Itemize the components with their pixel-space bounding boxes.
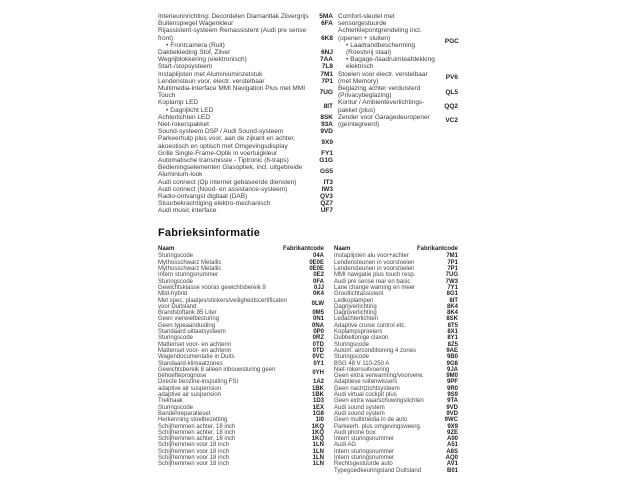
equipment-item-text — [338, 114, 438, 128]
equipment-sub-item — [338, 42, 435, 56]
equipment-item-code: QZ7 — [320, 200, 333, 208]
factory-item-name: MMI navigatie plus touch resp. — [334, 272, 416, 279]
equipment-item-text — [338, 71, 438, 85]
equipment-item-code: 6FA — [321, 20, 333, 28]
equipment-item — [158, 193, 333, 200]
factory-item-code: 7UG — [445, 272, 458, 279]
equipment-item — [338, 114, 458, 128]
equipment-item-code: 7UG — [319, 88, 333, 96]
equipment-item — [158, 207, 333, 214]
factory-item-code: 0M5 — [312, 310, 324, 317]
factory-item-name: Dagrijverlichting — [334, 303, 377, 310]
equipment-column-right — [338, 13, 458, 215]
equipment-sub-item-label: Frontcamera (Ruit) — [170, 41, 225, 49]
equipment-item-text — [158, 207, 313, 214]
factory-item-name: Sturingscode — [158, 404, 194, 411]
factory-item-name: Grootlichtassistent — [334, 291, 384, 298]
factory-item-code: 7P1 — [447, 259, 458, 266]
factory-item-code: 8G1 — [446, 291, 458, 298]
equipment-item-text — [158, 99, 313, 113]
equipment-item — [158, 128, 333, 135]
factory-item-name: Brandstoftank 85 Liter — [158, 310, 217, 317]
factory-item-code: 8K4 — [446, 310, 458, 317]
equipment-item-name: Radio-ontvangst digitaal (DAB) — [158, 193, 248, 201]
equipment-item — [158, 121, 333, 128]
factory-item-name: Mythosschwarz Metallic — [158, 259, 222, 266]
factory-item-code: 7W3 — [445, 278, 458, 285]
factory-item-code: 1LN — [312, 448, 324, 455]
equipment-item-text — [158, 114, 313, 121]
factory-item-code: 9B0 — [446, 354, 458, 361]
factory-item-code: AQ0 — [445, 454, 458, 461]
equipment-item-name: Zender voor Garagedeuropener (geïntegreerd) — [338, 113, 430, 129]
equipment-item-name: Wegrijblokkering (elektronisch) — [158, 56, 247, 64]
equipment-item-name: Koplamp LED — [158, 99, 199, 107]
equipment-item — [158, 71, 333, 78]
factory-item-name: Geen multimedia in de auto — [334, 417, 408, 424]
equipment-sub-item — [338, 56, 435, 70]
equipment-item-text — [158, 150, 313, 157]
factory-item-code: A00 — [446, 436, 458, 443]
factory-item-code: 0FA — [312, 278, 324, 285]
factory-item-code: 0TD — [312, 341, 324, 348]
equipment-item — [158, 150, 333, 157]
factory-item-name: Herkenning stoelbezetting — [158, 417, 228, 424]
equipment-item-name: Instaplijsten met Aluminiuminzetstuk — [158, 70, 263, 78]
factory-item-code: 0JJ — [313, 284, 324, 291]
equipment-item-text — [158, 56, 313, 63]
equipment-sub-item-label: Dagrijlicht LED — [170, 106, 214, 114]
factory-section — [158, 246, 458, 474]
equipment-item-name: Audi connect (Op internet gebaseerde diensten) — [158, 178, 297, 186]
equipment-item-text — [158, 63, 313, 70]
equipment-item-name: Stuurbekrachtiging elektro-mechanisch — [158, 200, 271, 208]
factory-item-code: 0VC — [312, 354, 324, 361]
equipment-item-code: 9X9 — [321, 139, 333, 147]
factory-item-name: adaptive air suspension — [158, 392, 222, 399]
factory-item-name: Geen extra waarschuwingslichten — [334, 398, 424, 405]
factory-item-code: 8Z5 — [447, 341, 458, 348]
factory-item-name: Dubbeltonige claxon — [334, 335, 389, 342]
factory-header-row — [334, 246, 458, 252]
factory-item-name: Gewichtsklasse vooras gewichtsbereik 9 — [158, 284, 266, 291]
equipment-item-text — [158, 186, 313, 193]
factory-item-name: Geen extra verwarming/voorverw. — [334, 373, 424, 380]
equipment-item-name: Achterlichten LED — [158, 113, 211, 121]
equipment-item-text — [158, 193, 313, 200]
factory-item-code: 1KQ — [311, 423, 324, 430]
equipment-column-left — [158, 13, 333, 215]
factory-item-name: Parkeerh. plus omgevingsweerg. — [334, 423, 422, 430]
factory-item-name: Schijfremmen voor 18 inch — [158, 454, 230, 461]
bullet-icon: • — [166, 41, 169, 49]
factory-item-name: Intern sturingsnummer — [334, 448, 395, 455]
equipment-sub-item — [158, 107, 309, 114]
equipment-item-name: Stoelen voor electr. verstelbaar (met Memory) — [338, 70, 428, 85]
equipment-section — [158, 13, 458, 215]
equipment-item-text — [158, 121, 313, 128]
equipment-item-code: 7L8 — [321, 63, 333, 71]
factory-item-name: Intern sturingsnummer — [334, 436, 395, 443]
equipment-sub-item-label: Laadrandbescherming (Roestvrij staal) — [346, 41, 415, 57]
factory-item-code: 9TA — [447, 398, 458, 405]
equipment-item-name: Start-/stopsysteem — [158, 63, 213, 71]
factory-item-name: Audi sound system — [334, 410, 385, 417]
factory-item-code: 9R0 — [446, 385, 458, 392]
equipment-item — [158, 63, 333, 70]
factory-item-code: 1EX — [312, 404, 324, 411]
factory-item-name: Geen nachtzichtsysteem — [334, 385, 400, 392]
equipment-item — [158, 99, 333, 113]
factory-item-name: Schijfremmen voor 18 inch — [158, 448, 230, 455]
factory-item-code: 1A2 — [312, 379, 324, 386]
factory-item-code: 9AE — [446, 347, 458, 354]
factory-item-name: Sturingscode — [158, 278, 194, 285]
equipment-item — [158, 179, 333, 186]
equipment-item-code: QV3 — [319, 193, 333, 201]
factory-item-code: A51 — [446, 442, 458, 449]
factory-item-code: 7M1 — [446, 253, 458, 260]
factory-item-name: Dagrijverlichting — [334, 310, 377, 317]
factory-item-code: 7P1 — [447, 266, 458, 273]
equipment-item-text — [158, 128, 313, 135]
equipment-item-text — [158, 71, 313, 78]
factory-item-code: 8K4 — [446, 303, 458, 310]
bullet-icon: • — [166, 106, 169, 114]
factory-item-name: Sturingscode — [334, 341, 370, 348]
factory-item-name: Schijfremmen voor 18 inch — [158, 442, 230, 449]
factory-item-name: Rechtsgestuurde auto — [334, 461, 393, 468]
equipment-item-code: IW3 — [321, 185, 333, 193]
factory-item-code: 9VD — [446, 410, 458, 417]
factory-item-name: Adaptieve ruitenwissers — [334, 379, 398, 386]
equipment-item — [158, 85, 333, 99]
equipment-item-text — [158, 13, 313, 20]
equipment-item-text — [158, 78, 313, 85]
factory-row — [334, 468, 458, 474]
equipment-item — [158, 135, 333, 149]
factory-item-code: 9S9 — [447, 392, 458, 399]
factory-item-code: 0N1 — [312, 316, 324, 323]
factory-item-code: 8SK — [446, 316, 458, 323]
factory-item-name: Schijfremmen achter, 18 inch — [158, 436, 236, 443]
equipment-item-name: Rijassistent-systeem Remassistent (Audi pre sense front) — [158, 27, 307, 42]
factory-header-row — [158, 246, 324, 252]
factory-column-left — [158, 246, 324, 474]
equipment-item-text — [158, 179, 313, 186]
equipment-item-name: Automatische transmissie - Tiptronic (8-traps) — [158, 157, 289, 165]
factory-column-right — [334, 246, 458, 474]
factory-item-name: Trekhaak — [158, 398, 183, 405]
equipment-item-code: 7M1 — [320, 70, 333, 78]
factory-item-code: 1I0 — [315, 417, 324, 424]
factory-item-code: 1LN — [312, 442, 324, 449]
factory-item-name: Audi virtual cockpit plus — [334, 392, 397, 399]
bullet-icon: • — [346, 56, 349, 64]
factory-item-code: 7Y1 — [447, 284, 458, 291]
equipment-item — [158, 49, 333, 56]
factory-item-name: Geen vierwielbesturing — [158, 316, 220, 323]
factory-item-code: A8S — [446, 448, 458, 455]
factory-item-code: 8T5 — [447, 322, 458, 329]
factory-item-name: Typegoedkeuringsland Duitsland — [334, 467, 422, 474]
factory-row — [158, 367, 324, 380]
factory-row — [158, 461, 324, 467]
factory-item-code: 9G8 — [446, 360, 458, 367]
factory-item-code: 0P0 — [313, 329, 324, 336]
bullet-icon: • — [346, 41, 349, 49]
equipment-item-name: Grille Single-Frame-Optik in voertuigkleur — [158, 149, 278, 157]
equipment-item-code: PGC — [444, 38, 459, 46]
factory-item-name: Ledkoplampen — [334, 297, 374, 304]
equipment-item-name: Dakbekleding Stof, Zilver — [158, 49, 231, 57]
equipment-item-text — [158, 49, 313, 56]
factory-item-code: B01 — [446, 467, 458, 474]
factory-item-name: adaptive air suspension — [158, 385, 222, 392]
equipment-item-name: Lendensteun voor, electr. verstelbaar — [158, 77, 265, 85]
factory-item-code: 0E2 — [313, 272, 324, 279]
factory-item-code: 0RZ — [312, 335, 324, 342]
equipment-sub-item-label: Bagage-/laadruimteafdekking elektrisch — [346, 56, 435, 71]
equipment-item — [158, 114, 333, 121]
factory-item-name: Lendensteunen in voorstoelen — [334, 266, 415, 273]
equipment-item-code: 7P1 — [321, 77, 333, 85]
factory-item-code: 1D3 — [312, 398, 324, 405]
factory-item-name: Geen typeaanduiding — [158, 322, 216, 329]
equipment-item-text — [158, 85, 313, 99]
factory-item-name: Sturingscode — [334, 354, 370, 361]
factory-item-code: AV1 — [446, 461, 458, 468]
factory-item-code: 1LN — [312, 461, 324, 468]
equipment-item-text — [338, 85, 438, 99]
equipment-item — [158, 186, 333, 193]
equipment-item-code: 7AA — [319, 56, 333, 64]
equipment-item-text — [338, 99, 438, 113]
factory-item-code: 1BK — [311, 385, 324, 392]
factory-item-name: Niet-rokersuitvoering — [334, 366, 390, 373]
factory-item-code: 0LW — [311, 300, 324, 307]
equipment-item — [158, 56, 333, 63]
equipment-item — [338, 13, 458, 71]
equipment-item-code: 9VD — [320, 128, 333, 136]
factory-item-name: Adaptive cruise control etc. — [334, 322, 407, 329]
factory-item-name: Wagendocumentatie in Duits — [158, 354, 235, 361]
equipment-item-text — [158, 20, 313, 27]
equipment-item — [338, 85, 458, 99]
equipment-item-text — [158, 200, 313, 207]
factory-name-header: Naam — [158, 245, 175, 252]
equipment-item-code: PV6 — [445, 74, 458, 82]
equipment-item-code: 8SK — [320, 113, 333, 121]
factory-item-name: Sturingscode — [158, 253, 194, 260]
equipment-item — [158, 13, 333, 20]
factory-item-code: 1LN — [312, 454, 324, 461]
equipment-item-code: 6K8 — [321, 34, 333, 42]
factory-item-code: 9M0 — [446, 373, 458, 380]
equipment-item-code: FY1 — [321, 149, 333, 157]
factory-item-name: Sturingscode — [158, 335, 194, 342]
document-content — [158, 13, 458, 474]
equipment-item-code: IT3 — [323, 178, 333, 186]
factory-item-name: Mythosschwarz Metallic — [158, 266, 222, 273]
factory-item-name: Koplampsproeiers — [334, 329, 383, 336]
factory-item-code: 0YH — [312, 369, 324, 376]
factory-code-header: Fabrikantcode — [282, 245, 324, 252]
factory-item-code: 9JA — [446, 366, 458, 373]
factory-item-name: Schijfremmen achter, 18 inch — [158, 423, 236, 430]
factory-name-header: Naam — [334, 245, 351, 252]
factory-item-name: Audi sound system — [334, 404, 385, 411]
factory-item-code: 8X1 — [447, 329, 458, 336]
equipment-item-code: 8IT — [323, 103, 333, 111]
factory-item-name: Lendensteunen in voorstoelen — [334, 259, 415, 266]
equipment-item-code: QQ2 — [444, 103, 458, 111]
equipment-item — [158, 157, 333, 164]
factory-item-name: Directe benzine-inspuiting FSI — [158, 379, 239, 386]
factory-item-code: 0E0E — [309, 266, 324, 273]
factory-item-code: 0E0E — [309, 259, 324, 266]
factory-item-code: 9ZE — [446, 429, 458, 436]
equipment-item-name: Kontur / Ambienteverlichtings-pakket (plus) — [338, 99, 425, 114]
equipment-item-code: 6NJ — [321, 49, 333, 57]
equipment-item-name: Audi music interface — [158, 207, 217, 215]
factory-item-name: Audi phone box — [334, 429, 376, 436]
equipment-item-text — [158, 27, 313, 49]
factory-item-code: 8Y1 — [447, 335, 458, 342]
equipment-item — [158, 20, 333, 27]
factory-row — [158, 298, 324, 311]
equipment-item-name: Bedieningselementen Glasoptiek, incl. uitgebreide Aluminium-look — [158, 164, 303, 179]
equipment-item-name: Niet-rokerspakket — [158, 121, 209, 129]
equipment-item-code: G1G — [319, 157, 333, 165]
factory-item-name: Mattenset voor- en achterin — [158, 341, 232, 348]
factory-item-name: Gewichtsbereik 8 alleen inbouwsturing geen behoefteprognose — [158, 366, 276, 380]
equipment-item-name: Interieurinrichting: Decordelen Diamantlak Zilvergrijs — [158, 13, 309, 20]
factory-item-name: Autom. airconditioning 4 zones — [334, 347, 417, 354]
factory-item-name: Audi pre sense rear en basic — [334, 278, 411, 285]
equipment-item-code: 5MA — [319, 13, 333, 20]
factory-item-name: Met spec. plaatjes/stickers/veiligheidscertificaten voor Duitsland — [158, 297, 288, 310]
factory-item-code: 9VD — [446, 404, 458, 411]
equipment-item-name: Buitenspiegel Wagenkleur — [158, 20, 234, 28]
factory-item-code: 9WC — [444, 417, 458, 424]
equipment-item-name: Multimedia-interface MMI Navigation Plus met MMI Touch — [158, 85, 306, 100]
equipment-item-code: QL5 — [445, 88, 458, 96]
equipment-item — [338, 99, 458, 113]
factory-item-name: Intern sturingsnummer — [158, 272, 219, 279]
equipment-item-name: Parkeerhulp plus voor, aan de zijkant en achter, akoestisch en optisch met Omgevingsdisplay — [158, 135, 295, 150]
factory-item-name: Ledachterlichten — [334, 316, 379, 323]
factory-item-name: Mild-hybrid — [158, 291, 188, 298]
equipment-item-code: UF7 — [320, 207, 333, 215]
equipment-item — [158, 27, 333, 49]
factory-item-name: Bandenreparatieset — [158, 410, 211, 417]
equipment-item — [158, 200, 333, 207]
factory-item-name: Instaplijsten alu voor+achter — [334, 253, 409, 260]
factory-item-code: 8IT — [449, 297, 458, 304]
equipment-item-code: 93A — [321, 121, 333, 129]
factory-item-code: 1G8 — [312, 410, 324, 417]
factory-item-name: Standaard-klimaatzones — [158, 360, 223, 367]
factory-code-header: Fabrikantcode — [416, 245, 458, 252]
factory-item-name: Lane change warning en meer — [334, 284, 416, 291]
equipment-item-name: Audi connect (Nood- en assistance-systeem) — [158, 185, 288, 193]
equipment-item-text — [338, 13, 439, 71]
equipment-item — [158, 78, 333, 85]
equipment-item-name: Sound-systeem DSP / Audi Sound-systeem — [158, 128, 284, 136]
factory-item-code: 1KQ — [311, 429, 324, 436]
factory-item-code: 0K4 — [312, 291, 324, 298]
factory-item-code: 1BK — [311, 392, 324, 399]
equipment-item — [338, 71, 458, 85]
factory-item-name: Audi AG — [334, 442, 357, 449]
factory-item-code: 9PF — [446, 379, 458, 386]
factory-item-name: Intern sturingsnummer — [334, 454, 395, 461]
equipment-item-text — [158, 164, 313, 178]
factory-item-name: Standaard uitlaatsysteem — [158, 329, 226, 336]
factory-item-code: 0NA — [311, 322, 324, 329]
equipment-item-name: Beglazing achter verduisterd (Privacybeglazing) — [338, 85, 421, 100]
factory-item-code: 0Y1 — [313, 360, 324, 367]
equipment-item-code: GS5 — [319, 167, 333, 175]
factory-section-title: Fabrieksinformatie — [158, 226, 261, 239]
factory-item-name: Mattenset voor- en achterin — [158, 347, 232, 354]
equipment-item-text — [158, 135, 313, 149]
factory-item-code: 1KQ — [311, 436, 324, 443]
equipment-item-name: Comfort-sleutel met sensorgestuurde Achterklepontgrendeling incl. (openen + sluiten) — [338, 13, 422, 42]
equipment-item — [158, 164, 333, 178]
factory-item-code: 9X9 — [447, 423, 458, 430]
equipment-item-text — [158, 157, 313, 164]
factory-item-name: BSG 48 V 110-250 A — [334, 360, 390, 367]
factory-item-name: Schijfremmen voor 18 inch — [158, 461, 230, 468]
factory-item-code: 04A — [312, 253, 324, 260]
equipment-sub-item — [158, 42, 309, 49]
equipment-item-code: VC2 — [445, 117, 458, 125]
factory-item-name: Schijfremmen achter, 18 inch — [158, 429, 236, 436]
factory-item-code: 0TD — [312, 347, 324, 354]
